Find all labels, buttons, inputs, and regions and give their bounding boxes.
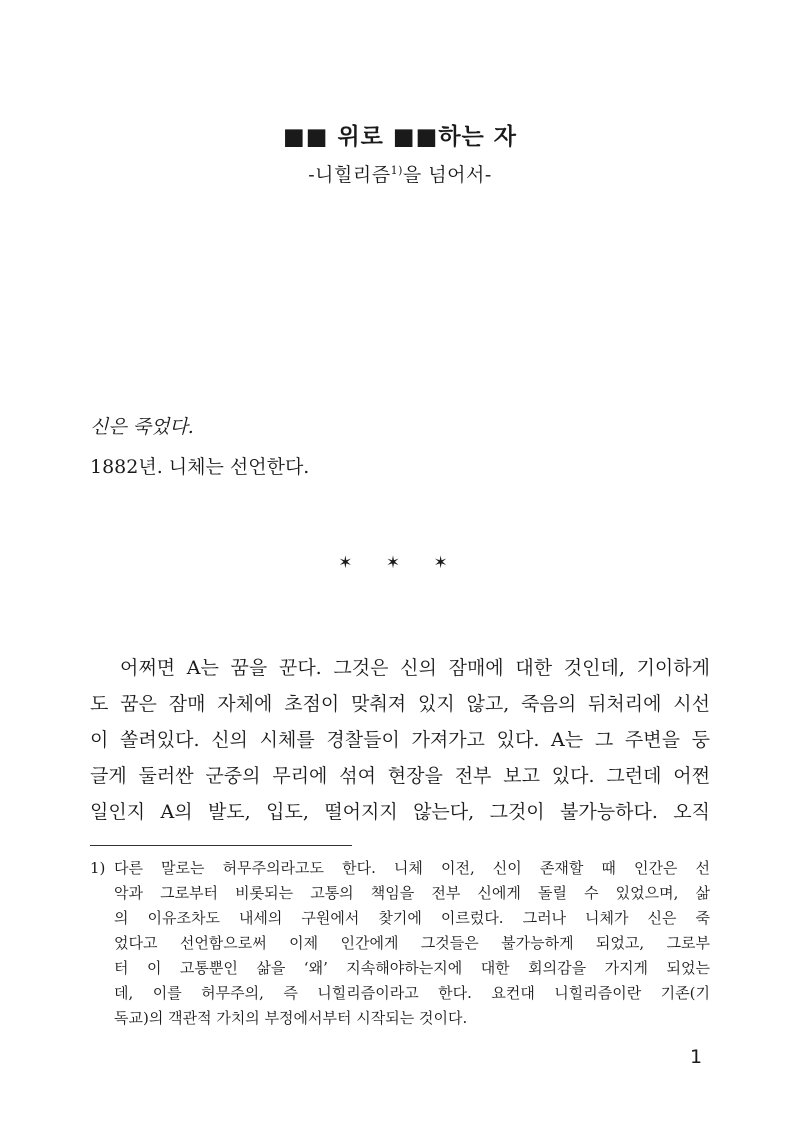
footnote-line: 데, 이를 허무주의, 즉 니힐리즘이라고 한다. 요컨대 니힐리즘이란 기존(기 bbox=[114, 984, 710, 1002]
body-paragraph bbox=[90, 650, 710, 830]
section-separator: ✶ ✶ ✶ bbox=[338, 553, 462, 573]
footnote-line: 악과 그로부터 비롯되는 고통의 책임을 전부 신에게 돌릴 수 있었으며, 삶 bbox=[114, 884, 710, 902]
footnote-line: 다른 말로는 허무주의라고도 한다. 니체 이전, 신이 존재할 때 인간은 선 bbox=[114, 859, 710, 877]
footnote bbox=[90, 856, 710, 1031]
epigraph: 신은 죽었다. bbox=[90, 416, 194, 438]
footnote-divider bbox=[90, 845, 352, 846]
footnote-number: 1) bbox=[90, 859, 106, 877]
page-title: ■■ 위로 ■■하는 자 bbox=[282, 124, 518, 150]
body-line: 도 꿈은 잠매 자체에 초점이 맞춰져 있지 않고, 죽음의 뒤처리에 시선 bbox=[90, 693, 710, 715]
body-line: 이 쏠려있다. 신의 시체를 경찰들이 가져가고 있다. A는 그 주변을 둥 bbox=[90, 729, 710, 751]
subtitle-text-before: -니힐리즘 bbox=[308, 164, 391, 186]
subtitle-text-after: 을 넘어서- bbox=[402, 164, 492, 186]
dateline: 1882년. 니체는 선언한다. bbox=[90, 456, 310, 478]
body-line: 글게 둘러싼 군중의 무리에 섞여 현장을 전부 보고 있다. 그런데 어쩐 bbox=[90, 765, 710, 787]
body-line: 어쩌면 A는 꿈을 꾼다. 그것은 신의 잠매에 대한 것인데, 기이하게 bbox=[120, 657, 710, 679]
footnote-reference: 1) bbox=[390, 164, 403, 177]
body-line: 일인지 A의 발도, 입도, 떨어지지 않는다, 그것이 불가능하다. 오직 bbox=[90, 801, 710, 823]
footnote-line: 었다고 선언함으로써 이제 인간에게 그것들은 불가능하게 되었고, 그로부 bbox=[114, 934, 710, 952]
footnote-line: 의 이유조차도 내세의 구원에서 찾기에 이르렀다. 그러나 니체가 신은 죽 bbox=[114, 909, 710, 927]
footnote-line: 독교)의 객관적 가치의 부정에서부터 시작되는 것이다. bbox=[114, 1009, 468, 1027]
page-number: 1 bbox=[690, 1046, 703, 1068]
footnote-line: 터 이 고통뿐인 삶을 ‘왜’ 지속해야하는지에 대한 회의감을 가지게 되었는 bbox=[114, 959, 710, 977]
page-subtitle bbox=[0, 160, 800, 187]
